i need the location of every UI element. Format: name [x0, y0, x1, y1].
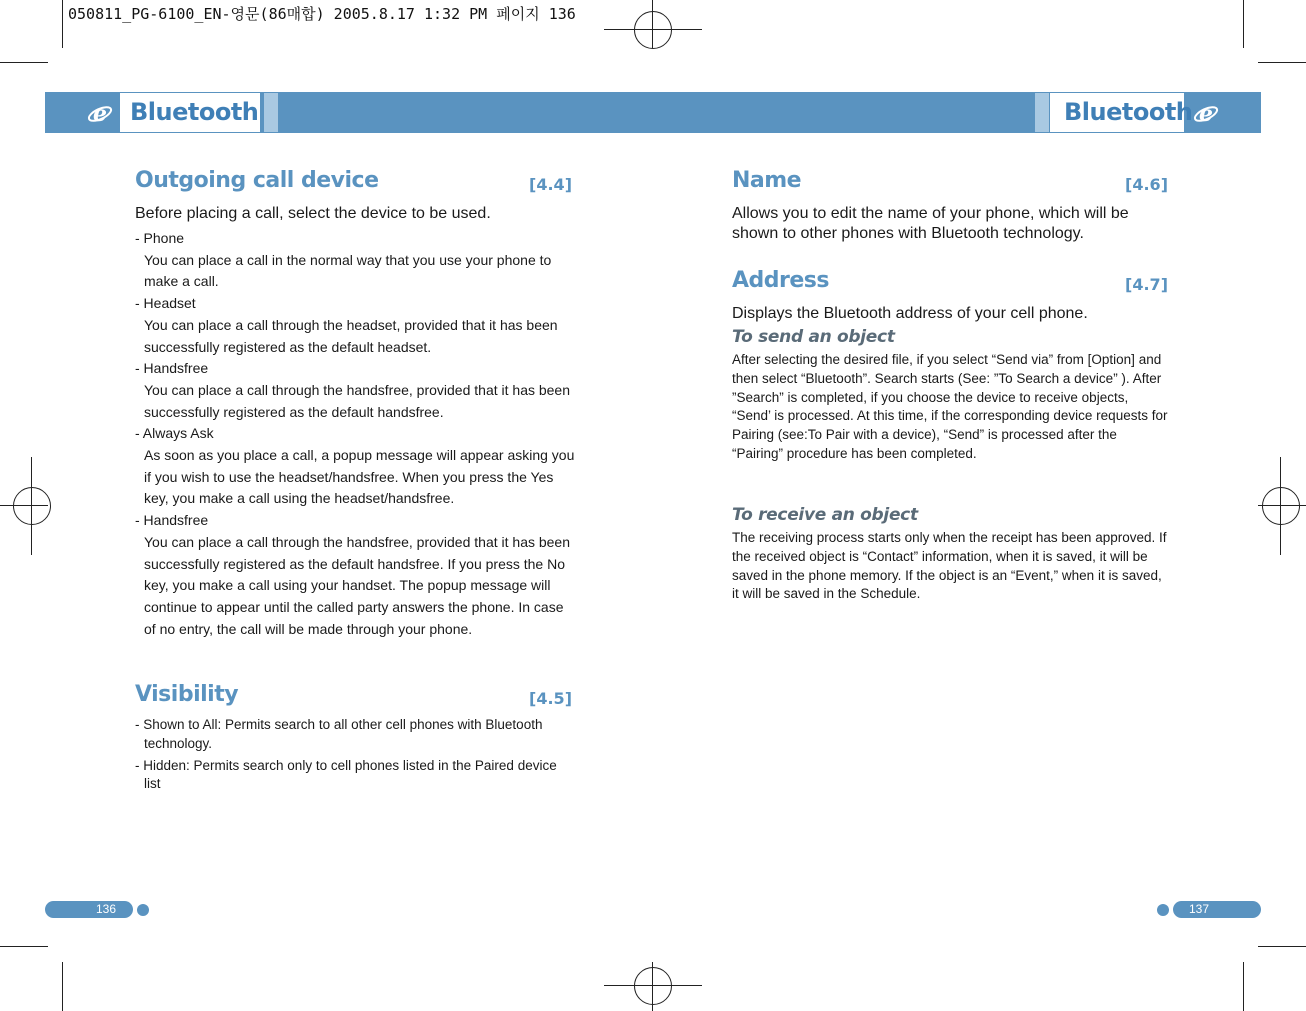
list-item-text: You can place a call through the headset, provided that it has been successfully registered as the default headset.: [144, 316, 558, 355]
section-number-address: [4.7]: [1125, 275, 1168, 294]
section-title-name: Name: [732, 168, 802, 193]
right-header-title: Bluetooth: [1064, 98, 1193, 126]
page-number-text: 136: [96, 902, 117, 916]
visibility-list: [135, 716, 565, 794]
page-number-text: 137: [1189, 902, 1210, 916]
e-logo-icon: [1192, 99, 1220, 127]
list-item-label: - Handsfree: [135, 360, 209, 377]
outgoing-intro: Before placing a call, select the device to be used.: [135, 205, 491, 222]
page-number-right: [1173, 901, 1261, 918]
list-item-label: - Handsfree: [135, 512, 209, 529]
receive-object-title: To receive an object: [732, 505, 918, 525]
page-dot-icon: [1157, 904, 1169, 916]
name-description: Allows you to edit the name of your phone, which will be shown to other phones with Bluetooth technology.: [732, 205, 1129, 242]
receive-object-text: The receiving process starts only when the receipt has been approved. If the received object is “Contact” information, when it is saved, it will be saved in the phone memory. If the object is an “Event,” when it is saved, it will be saved in the Schedule.: [732, 530, 1167, 602]
list-item: - Hidden: Permits search only to cell phones listed in the Paired device list: [135, 757, 557, 792]
list-item-label: - Phone: [135, 230, 185, 246]
page-number-left: [45, 901, 133, 918]
section-number-outgoing: [4.4]: [529, 175, 572, 194]
list-item: [135, 293, 575, 358]
send-object-title: To send an object: [732, 327, 895, 347]
left-header-title: Bluetooth: [130, 98, 259, 126]
list-item-text: You can place a call through the handsfree, provided that it has been successfully registered as the default handsfree.: [144, 381, 571, 420]
section-title-address: Address: [732, 268, 829, 293]
section-title-outgoing: Outgoing call device: [135, 168, 379, 193]
list-item: [135, 510, 575, 640]
list-item-label: - Always Ask: [135, 425, 214, 442]
address-description: Displays the Bluetooth address of your cell phone.: [732, 305, 1088, 322]
list-item: - Shown to All: Permits search to all other cell phones with Bluetooth technology.: [135, 717, 543, 751]
outgoing-options-list: [135, 228, 575, 640]
list-item: [135, 228, 575, 293]
list-item: [135, 423, 575, 510]
list-item-text: As soon as you place a call, a popup message will appear asking you if you wish to use the headset/handsfree. When you press the Yes key, you make a call using the headset/handsfree.: [144, 447, 575, 507]
list-item-text: You can place a call in the normal way that you use your phone to make a call.: [144, 251, 552, 290]
page-dot-icon: [137, 904, 149, 916]
send-object-text: After selecting the desired file, if you select “Send via” from [Option] and then select “Bluetooth”. Search starts (See: ”To Search a device” ). After ”Search” is completed, if you choose the device to receive objects, “Send’ is processed. At this time, if the corresponding device requests for Pairing (see:To Pair with a device), “Send” is processed after the “Pairing” procedure has been completed.: [732, 352, 1168, 461]
list-item-label: - Headset: [135, 295, 196, 312]
svg-text:e: e: [1199, 101, 1213, 127]
section-number-name: [4.6]: [1125, 175, 1168, 194]
svg-text:e: e: [93, 101, 107, 127]
e-logo-icon: [86, 99, 114, 127]
list-item: [135, 358, 575, 423]
print-slug: 050811_PG-6100_EN-영문(86매합) 2005.8.17 1:32 PM 페이지 136: [68, 5, 576, 23]
section-number-visibility: [4.5]: [529, 689, 572, 708]
list-item-text: You can place a call through the handsfree, provided that it has been successfully registered as the default handsfree. If you press the No key, you make a call using your handset. The popup message will continue to appear until the called party answers the phone. In case of no entry, the call will be made through your phone.: [144, 533, 571, 637]
section-title-visibility: Visibility: [135, 682, 239, 707]
